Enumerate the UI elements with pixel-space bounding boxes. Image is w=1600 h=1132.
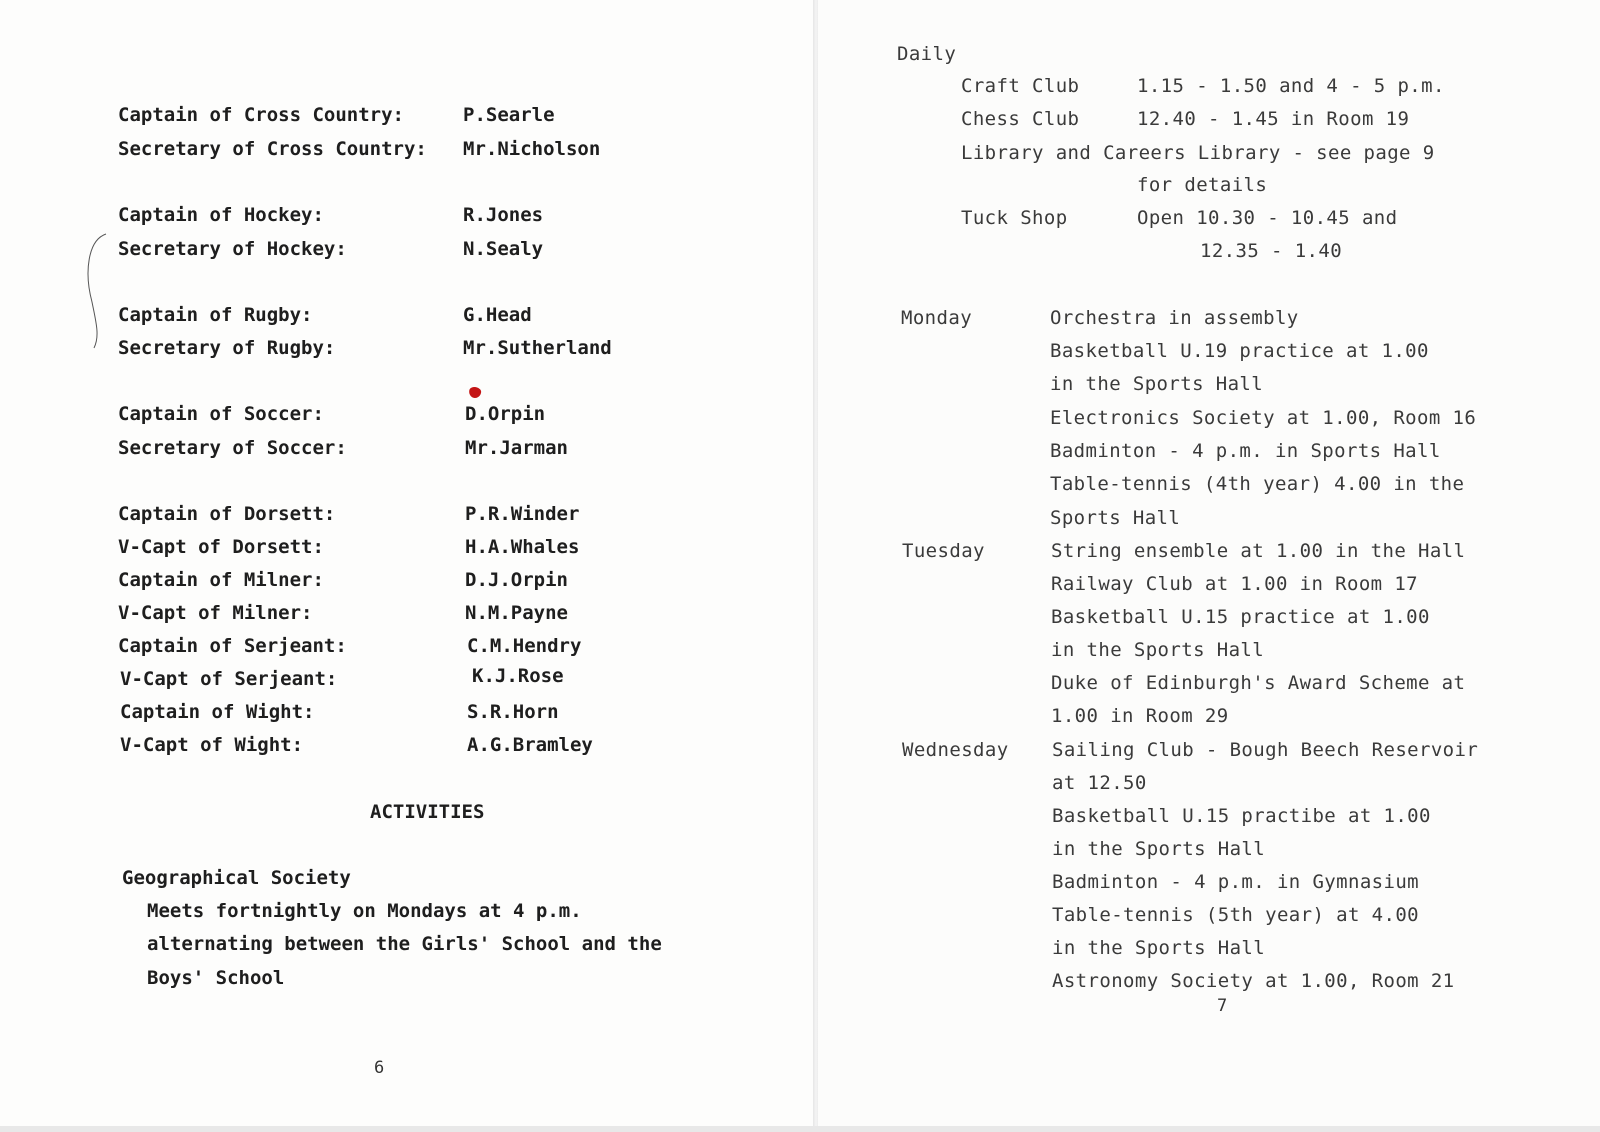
officer-role: Captain of Rugby: bbox=[118, 304, 313, 326]
activities-heading: ACTIVITIES bbox=[370, 801, 485, 823]
officer-name: N.M.Payne bbox=[465, 602, 568, 624]
schedule-line: Railway Club at 1.00 in Room 17 bbox=[1051, 573, 1419, 595]
officer-role: Captain of Serjeant: bbox=[118, 635, 347, 657]
schedule-line: in the Sports Hall bbox=[1050, 373, 1264, 395]
hair-strand-mark bbox=[84, 232, 108, 350]
schedule-line: at 12.50 bbox=[1052, 772, 1147, 794]
society-title: Geographical Society bbox=[122, 867, 351, 889]
schedule-line: Badminton - 4 p.m. in Gymnasium bbox=[1052, 871, 1420, 893]
schedule-line: Badminton - 4 p.m. in Sports Hall bbox=[1050, 440, 1441, 462]
daily-activity-detail: Open 10.30 - 10.45 and bbox=[1137, 207, 1398, 229]
officer-name: P.R.Winder bbox=[465, 503, 580, 525]
officer-name: Mr.Sutherland bbox=[463, 337, 612, 359]
officer-name: K.J.Rose bbox=[472, 665, 564, 687]
schedule-line: Orchestra in assembly bbox=[1050, 307, 1299, 329]
officer-role: Secretary of Cross Country: bbox=[118, 138, 427, 160]
schedule-line: in the Sports Hall bbox=[1051, 639, 1265, 661]
schedule-line: Duke of Edinburgh's Award Scheme at bbox=[1051, 672, 1466, 694]
page-bottom-edge bbox=[0, 1126, 1600, 1132]
officer-name: H.A.Whales bbox=[465, 536, 580, 558]
officer-role: Captain of Cross Country: bbox=[118, 104, 404, 126]
officer-role: Captain of Wight: bbox=[120, 701, 315, 723]
society-line: Boys' School bbox=[147, 967, 285, 989]
schedule-line: Astronomy Society at 1.00, Room 21 bbox=[1052, 970, 1455, 992]
officer-role: Captain of Hockey: bbox=[118, 204, 324, 226]
officer-name: D.J.Orpin bbox=[465, 569, 568, 591]
officer-name: P.Searle bbox=[463, 104, 555, 126]
officer-role: Secretary of Soccer: bbox=[118, 437, 347, 459]
officer-name: C.M.Hendry bbox=[467, 635, 582, 657]
daily-activity-detail: 1.15 - 1.50 and 4 - 5 p.m. bbox=[1137, 75, 1445, 97]
officer-role: Captain of Soccer: bbox=[118, 403, 324, 425]
schedule-line: Sailing Club - Bough Beech Reservoir bbox=[1052, 739, 1479, 761]
daily-activity-detail: 12.40 - 1.45 in Room 19 bbox=[1137, 108, 1410, 130]
officer-role: Secretary of Hockey: bbox=[118, 238, 347, 260]
day-label-wednesday: Wednesday bbox=[902, 739, 1009, 761]
officer-name: Mr.Jarman bbox=[465, 437, 568, 459]
officer-role: V-Capt of Wight: bbox=[120, 734, 304, 756]
daily-activity-detail: 12.35 - 1.40 bbox=[1200, 240, 1343, 262]
schedule-line: Table-tennis (4th year) 4.00 in the bbox=[1050, 473, 1465, 495]
daily-activity-name: Chess Club bbox=[961, 108, 1080, 130]
daily-activity-name: Tuck Shop bbox=[961, 207, 1068, 229]
schedule-line: Basketball U.19 practice at 1.00 bbox=[1050, 340, 1429, 362]
daily-activity-name: Craft Club bbox=[961, 75, 1080, 97]
officer-role: V-Capt of Serjeant: bbox=[120, 668, 338, 690]
officer-name: R.Jones bbox=[463, 204, 544, 226]
officer-role: V-Capt of Milner: bbox=[118, 602, 313, 624]
schedule-line: 1.00 in Room 29 bbox=[1051, 705, 1229, 727]
page-number: 7 bbox=[1217, 996, 1228, 1016]
daily-activity-detail: Library and Careers Library - see page 9 bbox=[961, 142, 1435, 164]
schedule-line: in the Sports Hall bbox=[1052, 838, 1266, 860]
daily-activity-detail: for details bbox=[1137, 174, 1268, 196]
officer-name: N.Sealy bbox=[463, 238, 544, 260]
officer-role: Secretary of Rugby: bbox=[118, 337, 336, 359]
society-line: alternating between the Girls' School and the bbox=[147, 933, 662, 955]
society-line: Meets fortnightly on Mondays at 4 p.m. bbox=[147, 900, 582, 922]
schedule-line: Table-tennis (5th year) at 4.00 bbox=[1052, 904, 1420, 926]
officer-name: S.R.Horn bbox=[467, 701, 559, 723]
officer-name: A.G.Bramley bbox=[467, 734, 593, 756]
officer-role: Captain of Milner: bbox=[118, 569, 324, 591]
schedule-line: Sports Hall bbox=[1050, 507, 1181, 529]
schedule-line: in the Sports Hall bbox=[1052, 937, 1266, 959]
schedule-line: Basketball U.15 practibe at 1.00 bbox=[1052, 805, 1431, 827]
schedule-line: Electronics Society at 1.00, Room 16 bbox=[1050, 407, 1477, 429]
right-page bbox=[818, 0, 1600, 1132]
officer-name: Mr.Nicholson bbox=[463, 138, 601, 160]
officer-name: G.Head bbox=[463, 304, 532, 326]
schedule-line: Basketball U.15 practice at 1.00 bbox=[1051, 606, 1430, 628]
schedule-line: String ensemble at 1.00 in the Hall bbox=[1051, 540, 1466, 562]
day-label-monday: Monday bbox=[901, 307, 973, 329]
officer-role: Captain of Dorsett: bbox=[118, 503, 336, 525]
officer-role: V-Capt of Dorsett: bbox=[118, 536, 324, 558]
page-number: 6 bbox=[374, 1058, 385, 1078]
officer-name: D.Orpin bbox=[465, 403, 546, 425]
day-label-tuesday: Tuesday bbox=[902, 540, 985, 562]
daily-label: Daily bbox=[897, 43, 957, 65]
